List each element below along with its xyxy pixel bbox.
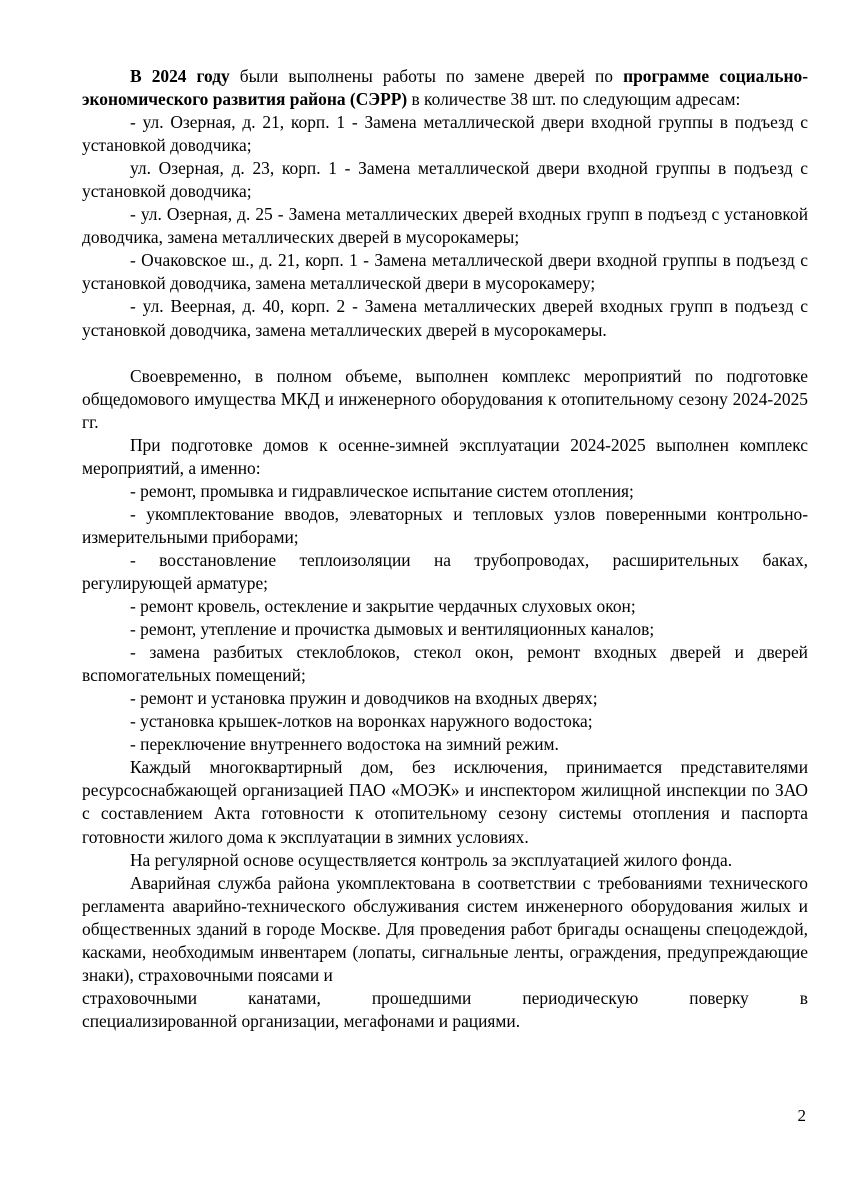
document-body	[82, 65, 808, 1033]
control-paragraph: На регулярной основе осуществляется контроль за эксплуатацией жилого фонда.	[130, 849, 733, 870]
intro-text-2: в количестве 38 шт. по следующим адресам:	[407, 89, 741, 110]
measure-item-6: - замена разбитых стеклоблоков, стекол окон, ремонт входных дверей и дверей вспомогательных помещений;	[82, 642, 808, 686]
emergency-text-main: Аварийная служба района укомплектована в соответствии с требованиями технического регламента аварийно-технического обслуживания систем инженерного оборудования жилых и общественных зданий в городе Москве. Для проведения работ бригады оснащены спецодеждой, касками, необходимым инвентарем (лопаты, сигнальные ленты, ограждения, предупреждающие знаки), страховочными поясами и	[82, 872, 808, 985]
measure-item-7: - ремонт и установка пружин и доводчиков на входных дверях;	[130, 688, 598, 709]
address-item-1: - ул. Озерная, д. 21, корп. 1 - Замена металлической двери входной группы в подъезд с установкой доводчика;	[82, 112, 808, 156]
measure-item-3: - восстановление теплоизоляции на трубопроводах, расширительных баках, регулирующей арматуре;	[82, 549, 808, 593]
address-item-2: ул. Озерная, д. 23, корп. 1 - Замена металлической двери входной группы в подъезд с установкой доводчика;	[82, 158, 808, 202]
address-item-3: - ул. Озерная, д. 25 - Замена металлических дверей входных групп в подъезд с установкой доводчика, замена металлических дверей в мусорокамеры;	[82, 204, 808, 248]
intro-text-1: были выполнены работы по замене дверей по	[229, 66, 624, 86]
address-item-4: - Очаковское ш., д. 21, корп. 1 - Замена металлической двери входной группы в подъезд с установкой доводчика, замена металлической двери в мусорокамеру;	[82, 250, 808, 294]
measure-item-2: - укомплектование вводов, элеваторных и тепловых узлов поверенными контрольно-измерительными приборами;	[82, 503, 808, 547]
measure-item-9: - переключение внутреннего водостока на зимний режим.	[130, 734, 559, 755]
address-item-5: - ул. Веерная, д. 40, корп. 2 - Замена металлических дверей входных групп в подъезд с установкой доводчика, замена металлических дверей в мусорокамеры.	[82, 296, 808, 340]
measure-item-4: - ремонт кровель, остекление и закрытие чердачных слуховых окон;	[130, 596, 636, 617]
measure-item-1: - ремонт, промывка и гидравлическое испытание систем отопления;	[130, 480, 634, 501]
emergency-text-tail: специализированной организации, мегафонами и рациями.	[82, 1010, 521, 1031]
section-gap	[82, 342, 808, 365]
emergency-paragraph	[82, 872, 808, 987]
preparation-paragraph: При подготовке домов к осенне-зимней эксплуатации 2024-2025 выполнен комплекс мероприятий, а именно:	[82, 434, 808, 478]
intro-bold-program: программе социально-экономического развития района (СЭРР)	[82, 66, 808, 110]
page-number: 2	[797, 1106, 806, 1125]
heating-season-paragraph: Своевременно, в полном объеме, выполнен комплекс мероприятий по подготовке общедомового имущества МКД и инженерного оборудования к отопительному сезону 2024-2025 гг.	[82, 365, 808, 432]
emergency-spread-line: страховочными канатами, прошедшими периодическую поверку в	[82, 987, 808, 1008]
acceptance-paragraph: Каждый многоквартирный дом, без исключения, принимается представителями ресурсоснабжающей организацией ПАО «МОЭК» и инспектором жилищной инспекции по ЗАО с составлением Акта готовности к отопительному сезону системы отопления и паспорта готовности жилого дома к эксплуатации в зимних условиях.	[82, 757, 808, 847]
measure-item-5: - ремонт, утепление и прочистка дымовых и вентиляционных каналов;	[130, 619, 655, 640]
intro-paragraph	[82, 65, 808, 111]
intro-bold-year: В 2024 году	[130, 66, 230, 86]
measure-item-8: - установка крышек-лотков на воронках наружного водостока;	[130, 711, 593, 732]
